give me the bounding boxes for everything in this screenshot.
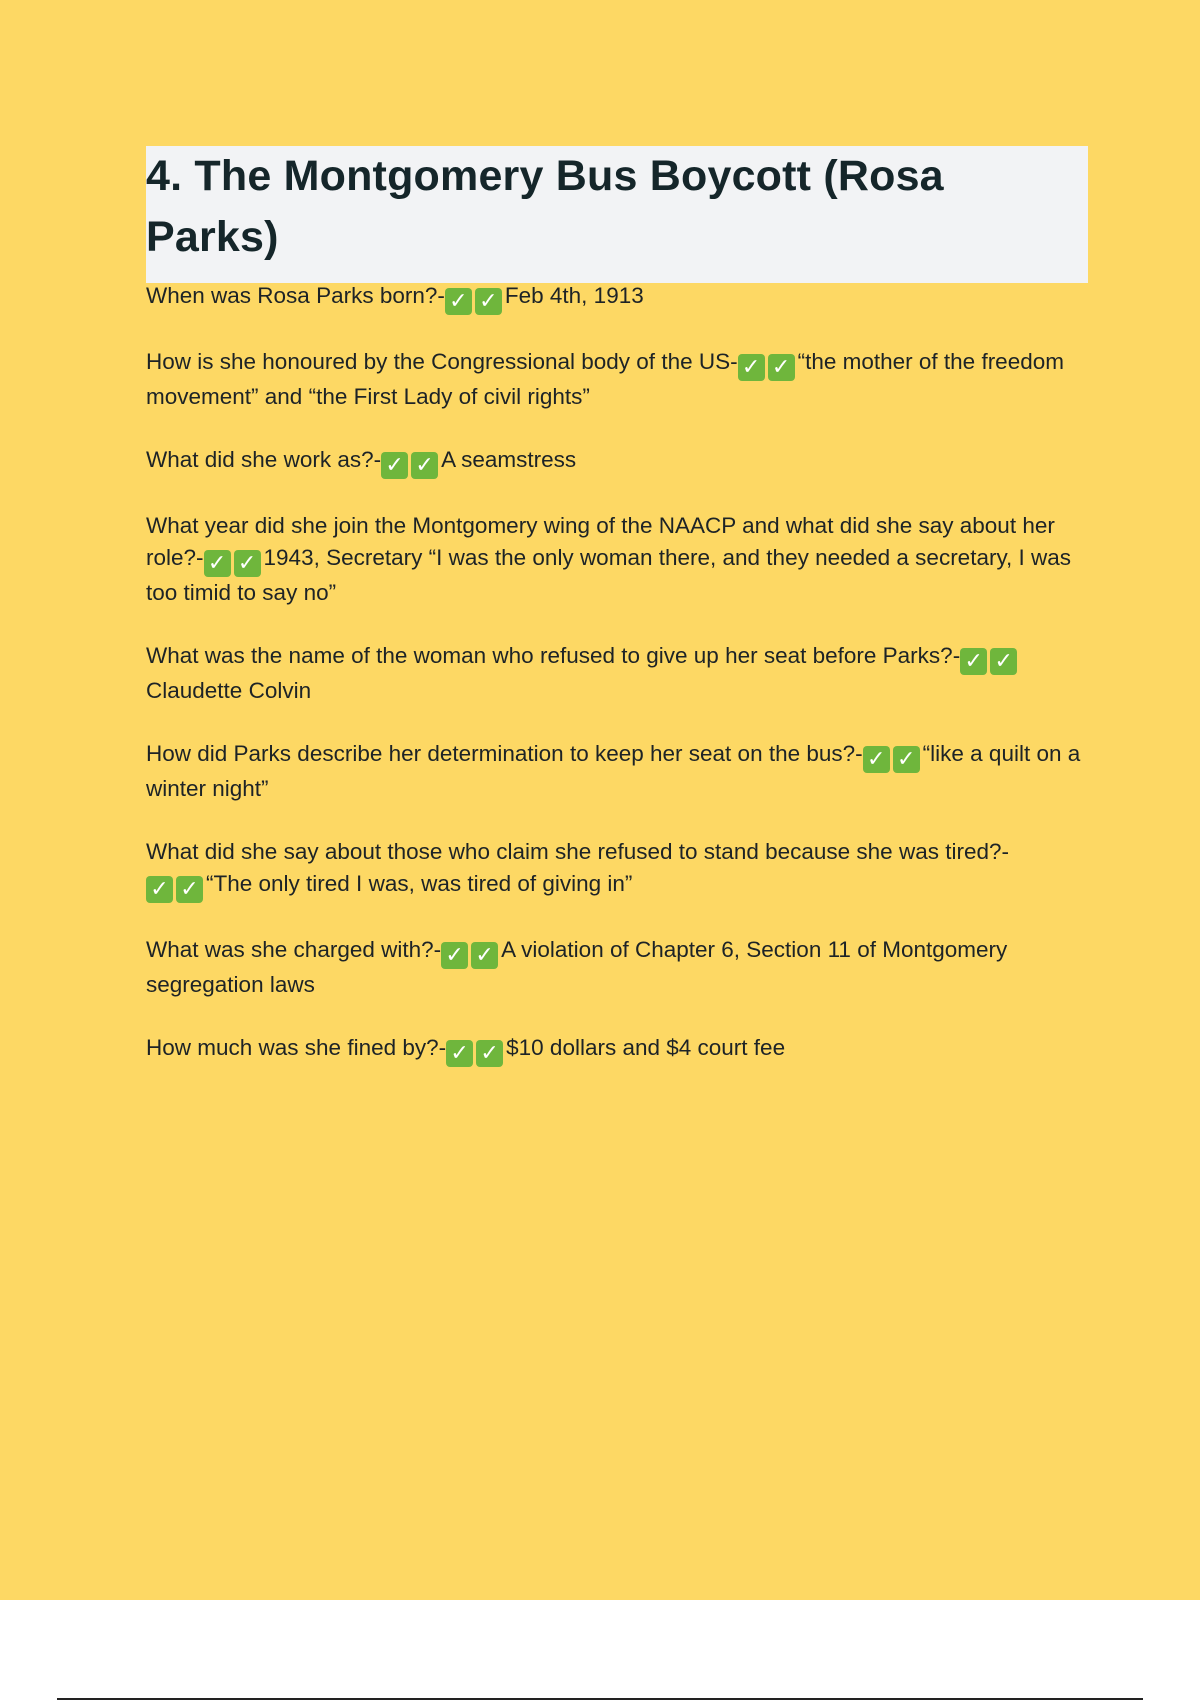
check-marks xyxy=(146,871,206,902)
question-text: What was the name of the woman who refused to give up her seat before Parks?- xyxy=(146,643,961,668)
check-icon: ✓ xyxy=(411,452,438,479)
check-marks xyxy=(204,545,264,576)
qa-item xyxy=(146,640,1086,707)
answer-text: Feb 4th, 1913 xyxy=(504,283,644,308)
check-icon: ✓ xyxy=(476,1040,503,1067)
qa-item xyxy=(146,510,1086,609)
answer-text: $10 dollars and $4 court fee xyxy=(506,1035,786,1060)
question-text: How did Parks describe her determination to keep her seat on the bus?- xyxy=(146,741,863,766)
page-title: 4. The Montgomery Bus Boycott (Rosa Parks) xyxy=(146,152,944,261)
question-text: How is she honoured by the Congressional body of the US- xyxy=(146,349,738,374)
qa-list xyxy=(146,280,1086,1098)
check-icon: ✓ xyxy=(381,452,408,479)
check-icon: ✓ xyxy=(146,876,173,903)
question-text: What was she charged with?- xyxy=(146,937,442,962)
qa-item xyxy=(146,1032,1086,1067)
check-icon: ✓ xyxy=(176,876,203,903)
question-text: When was Rosa Parks born?- xyxy=(146,283,445,308)
check-icon: ✓ xyxy=(441,942,468,969)
check-icon: ✓ xyxy=(475,288,502,315)
check-icon: ✓ xyxy=(471,942,498,969)
answer-text: A violation of Chapter 6, Section 11 of Montgomery segregation laws xyxy=(146,937,1008,997)
title-band xyxy=(146,146,1088,283)
question-text: What year did she join the Montgomery wing of the NAACP and what did she say about her role?- xyxy=(146,513,1055,570)
qa-item xyxy=(146,738,1086,805)
answer-text: “like a quilt on a winter night” xyxy=(146,741,1081,801)
check-marks xyxy=(441,937,501,968)
answer-text: “the mother of the freedom movement” and “the First Lady of civil rights” xyxy=(146,349,1064,409)
check-icon: ✓ xyxy=(738,354,765,381)
question-text: What did she work as?- xyxy=(146,447,382,472)
answer-text: Claudette Colvin xyxy=(146,678,312,703)
check-marks xyxy=(446,1035,506,1066)
check-icon: ✓ xyxy=(863,746,890,773)
check-icon: ✓ xyxy=(234,550,261,577)
question-text: How much was she fined by?- xyxy=(146,1035,447,1060)
answer-text: 1943, Secretary “I was the only woman there, and they needed a secretary, I was too timid to say no” xyxy=(146,545,1072,605)
qa-item xyxy=(146,836,1086,903)
answer-text: “The only tired I was, was tired of giving in” xyxy=(206,871,633,896)
check-icon: ✓ xyxy=(768,354,795,381)
check-icon: ✓ xyxy=(446,1040,473,1067)
qa-item xyxy=(146,444,1086,479)
check-icon: ✓ xyxy=(960,648,987,675)
check-marks xyxy=(863,741,923,772)
qa-item xyxy=(146,346,1086,413)
check-icon: ✓ xyxy=(204,550,231,577)
check-marks xyxy=(960,643,1020,674)
qa-item xyxy=(146,280,1086,315)
check-icon: ✓ xyxy=(893,746,920,773)
qa-item xyxy=(146,934,1086,1001)
check-marks xyxy=(381,447,441,478)
check-icon: ✓ xyxy=(445,288,472,315)
answer-text: A seamstress xyxy=(441,447,577,472)
check-marks xyxy=(738,349,798,380)
check-marks xyxy=(445,283,505,314)
check-icon: ✓ xyxy=(990,648,1017,675)
question-text: What did she say about those who claim she refused to stand because she was tired?- xyxy=(146,839,1009,864)
